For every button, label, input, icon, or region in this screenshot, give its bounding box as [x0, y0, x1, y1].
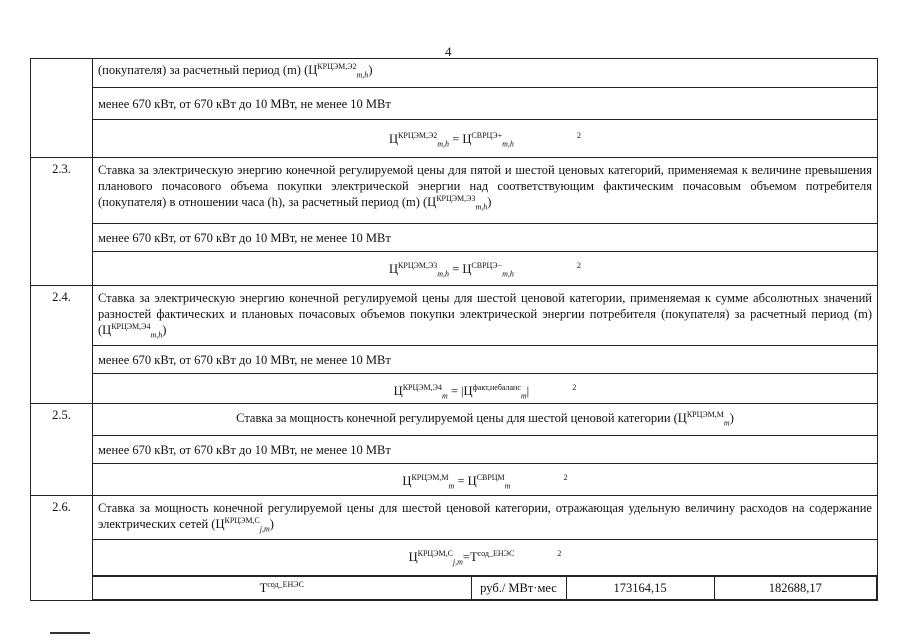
table-row [31, 374, 878, 404]
formula-sup: КРЦЭМ,Э4 [402, 383, 442, 392]
formula-sub: m,h [502, 269, 514, 279]
table-row [31, 346, 878, 374]
footnote-mark: 2 [577, 131, 581, 140]
text-cell: Ставка за мощность конечной регулируемой цены для шестой ценовой категории $(Ц^{КРЦЭМ,М}_m)$ [93, 404, 878, 436]
table-row [31, 286, 878, 346]
formula: $Ц^{КРЦЭМ,С}_{j,m}=Т^{сод\_ЕНЭС}$ [408, 549, 515, 567]
table-row [31, 540, 878, 576]
values-table [93, 576, 877, 600]
formula-sup: КРЦЭМ,Э2 [398, 131, 438, 140]
row-number-cell: 2.5. [31, 404, 93, 496]
values-row [93, 577, 877, 600]
table-row [31, 436, 878, 464]
symbol-superscript: КРЦЭМ,Э3 [436, 193, 476, 203]
text-cell: (покупателя) за расчетный период (m) $(Ц^{КРЦЭМ,Э2}_{m,h})$ [93, 59, 878, 88]
rate-description: Ставка за мощность конечной регулируемой цены для шестой ценовой категории, отражающая удельную величину расходов на содержание электрических сетей (Ц [98, 501, 872, 531]
value-cell-2: 182688,17 [714, 577, 877, 600]
symbol-cell: $Т^{сод\_ЕНЭС}$ [93, 577, 471, 600]
formula-sup: КРЦЭМ,Э3 [398, 261, 438, 270]
formula-sub: m [441, 391, 448, 401]
symbol-subscript: m,h [356, 70, 369, 80]
formula: $Ц^{КРЦЭМ,М}_m = Ц^{СВРЦМ}_m$ [402, 473, 511, 491]
text-cell: Ставка за электрическую энергию конечной регулируемой цены для пятой и шестой ценовых категорий, применяемая к величине превышения планового почасового объема покупки электрической энергии над соответствующим фактическим почасовым объемом потребителя (покупателя) в отношении часа (h), за расчетный период (m) $(Ц^{КРЦЭМ,Э3}_{m,h})$ [93, 158, 878, 224]
voltage-cell: менее 670 кВт, от 670 кВт до 10 МВт, не менее 10 МВт [93, 436, 878, 464]
symbol-subscript: m,h [150, 330, 163, 340]
table-row [31, 496, 878, 540]
table-row [31, 404, 878, 436]
formula: $Ц^{КРЦЭМ,Э2}_{m,h} = Ц^{СВРЦЭ+}_{m,h}$ [389, 131, 514, 149]
formula-sup: сод_ЕНЭС [477, 549, 515, 558]
formula-sup: СВРЦЭ+ [471, 131, 503, 140]
symbol-subscript: m,h [475, 202, 488, 212]
table-row [31, 59, 878, 88]
tariff-table [30, 58, 878, 601]
rate-description: Ставка за электрическую энергию конечной регулируемой цены для шестой ценовой категории, применяемая к сумме абсолютных значений разностей фактических и плановых почасовых объемов покупки электрической энергии потребителя (покупателя) за расчетный период (m) (Ц [98, 291, 872, 337]
formula-sub: m [504, 481, 511, 491]
symbol-superscript: КРЦЭМ,Э2 [317, 61, 357, 71]
table-row [31, 88, 878, 120]
scan-mark [50, 632, 90, 634]
symbol-subscript: j,m [259, 524, 270, 534]
formula-sup: СВРЦЭ− [471, 261, 503, 270]
voltage-cell: менее 670 кВт, от 670 кВт до 10 МВт, не менее 10 МВт [93, 224, 878, 252]
text-cell: Ставка за мощность конечной регулируемой цены для шестой ценовой категории, отражающая удельную величину расходов на содержание электрических сетей $(Ц^{КРЦЭМ,С}_{j,m})$ [93, 496, 878, 540]
formula-sub: m [520, 391, 527, 401]
table-row [31, 158, 878, 224]
page-number: 4 [445, 44, 452, 59]
formula: $Ц^{КРЦЭМ,Э3}_{m,h} = Ц^{СВРЦЭ-}_{m,h}$ [389, 261, 514, 279]
rate-description: (покупателя) за расчетный период (m) (Ц [98, 63, 318, 77]
rate-description: Ставка за электрическую энергию конечной регулируемой цены для пятой и шестой ценовых категорий, применяемая к величине превышения планового почасового объема покупки электрической энергии над соответствующим фактическим почасовым объемом потребителя (покупателя) в отношении часа (h), за расчетный период (m) (Ц [98, 163, 872, 209]
formula-sub: m [448, 481, 455, 491]
row-number-cell: 2.4. [31, 286, 93, 404]
value-cell-1: 173164,15 [566, 577, 714, 600]
text-cell: Ставка за электрическую энергию конечной регулируемой цены для шестой ценовой категории, применяемая к сумме абсолютных значений разностей фактических и плановых почасовых объемов покупки электрической энергии потребителя (покупателя) за расчетный период (m) $(Ц^{КРЦЭМ,Э4}_{m,h})$ [93, 286, 878, 346]
unit-cell: руб./ МВт·мес [471, 577, 566, 600]
formula-cell [93, 120, 878, 158]
formula-sub: m,h [502, 139, 514, 149]
footnote-mark: 2 [557, 549, 562, 558]
formula-sup: КРЦЭМ,С [417, 549, 453, 558]
formula-sub: m,h [437, 139, 450, 149]
row-number-cell: 2.6. [31, 496, 93, 601]
table-row [31, 120, 878, 158]
voltage-cell: менее 670 кВт, от 670 кВт до 10 МВт, не менее 10 МВт [93, 88, 878, 120]
footnote-mark: 2 [577, 261, 581, 270]
table-row [31, 576, 878, 601]
table-row [31, 252, 878, 286]
voltage-cell: менее 670 кВт, от 670 кВт до 10 МВт, не менее 10 МВт [93, 346, 878, 374]
symbol-superscript: КРЦЭМ,Э4 [111, 321, 151, 331]
row-number-cell: 2.3. [31, 158, 93, 286]
formula-cell [93, 464, 878, 496]
symbol-superscript: сод_ЕНЭС [267, 579, 304, 589]
formula-sup: факт,небаланс [472, 383, 521, 392]
symbol-superscript: КРЦЭМ,С [224, 515, 260, 525]
row-number-cell [31, 59, 93, 158]
footnote-mark: 2 [563, 473, 568, 482]
formula-cell [93, 540, 878, 576]
table-row [31, 464, 878, 496]
formula-sub: j,m [452, 557, 463, 567]
formula: $Ц^{КРЦЭМ,Э4}_m = |Ц^{факт,небаланс}_m|$ [393, 383, 530, 401]
symbol-superscript: КРЦЭМ,М [686, 409, 724, 419]
formula-sub: m,h [437, 269, 450, 279]
rate-description: Ставка за мощность конечной регулируемой цены для шестой ценовой категории (Ц [236, 411, 687, 425]
values-cell [93, 576, 878, 601]
formula-sup: КРЦЭМ,М [411, 473, 449, 482]
formula-cell [93, 374, 878, 404]
table-row [31, 224, 878, 252]
formula-cell [93, 252, 878, 286]
formula-sup: СВРЦМ [476, 473, 505, 482]
footnote-mark: 2 [572, 383, 577, 392]
symbol-subscript: m [723, 418, 730, 428]
